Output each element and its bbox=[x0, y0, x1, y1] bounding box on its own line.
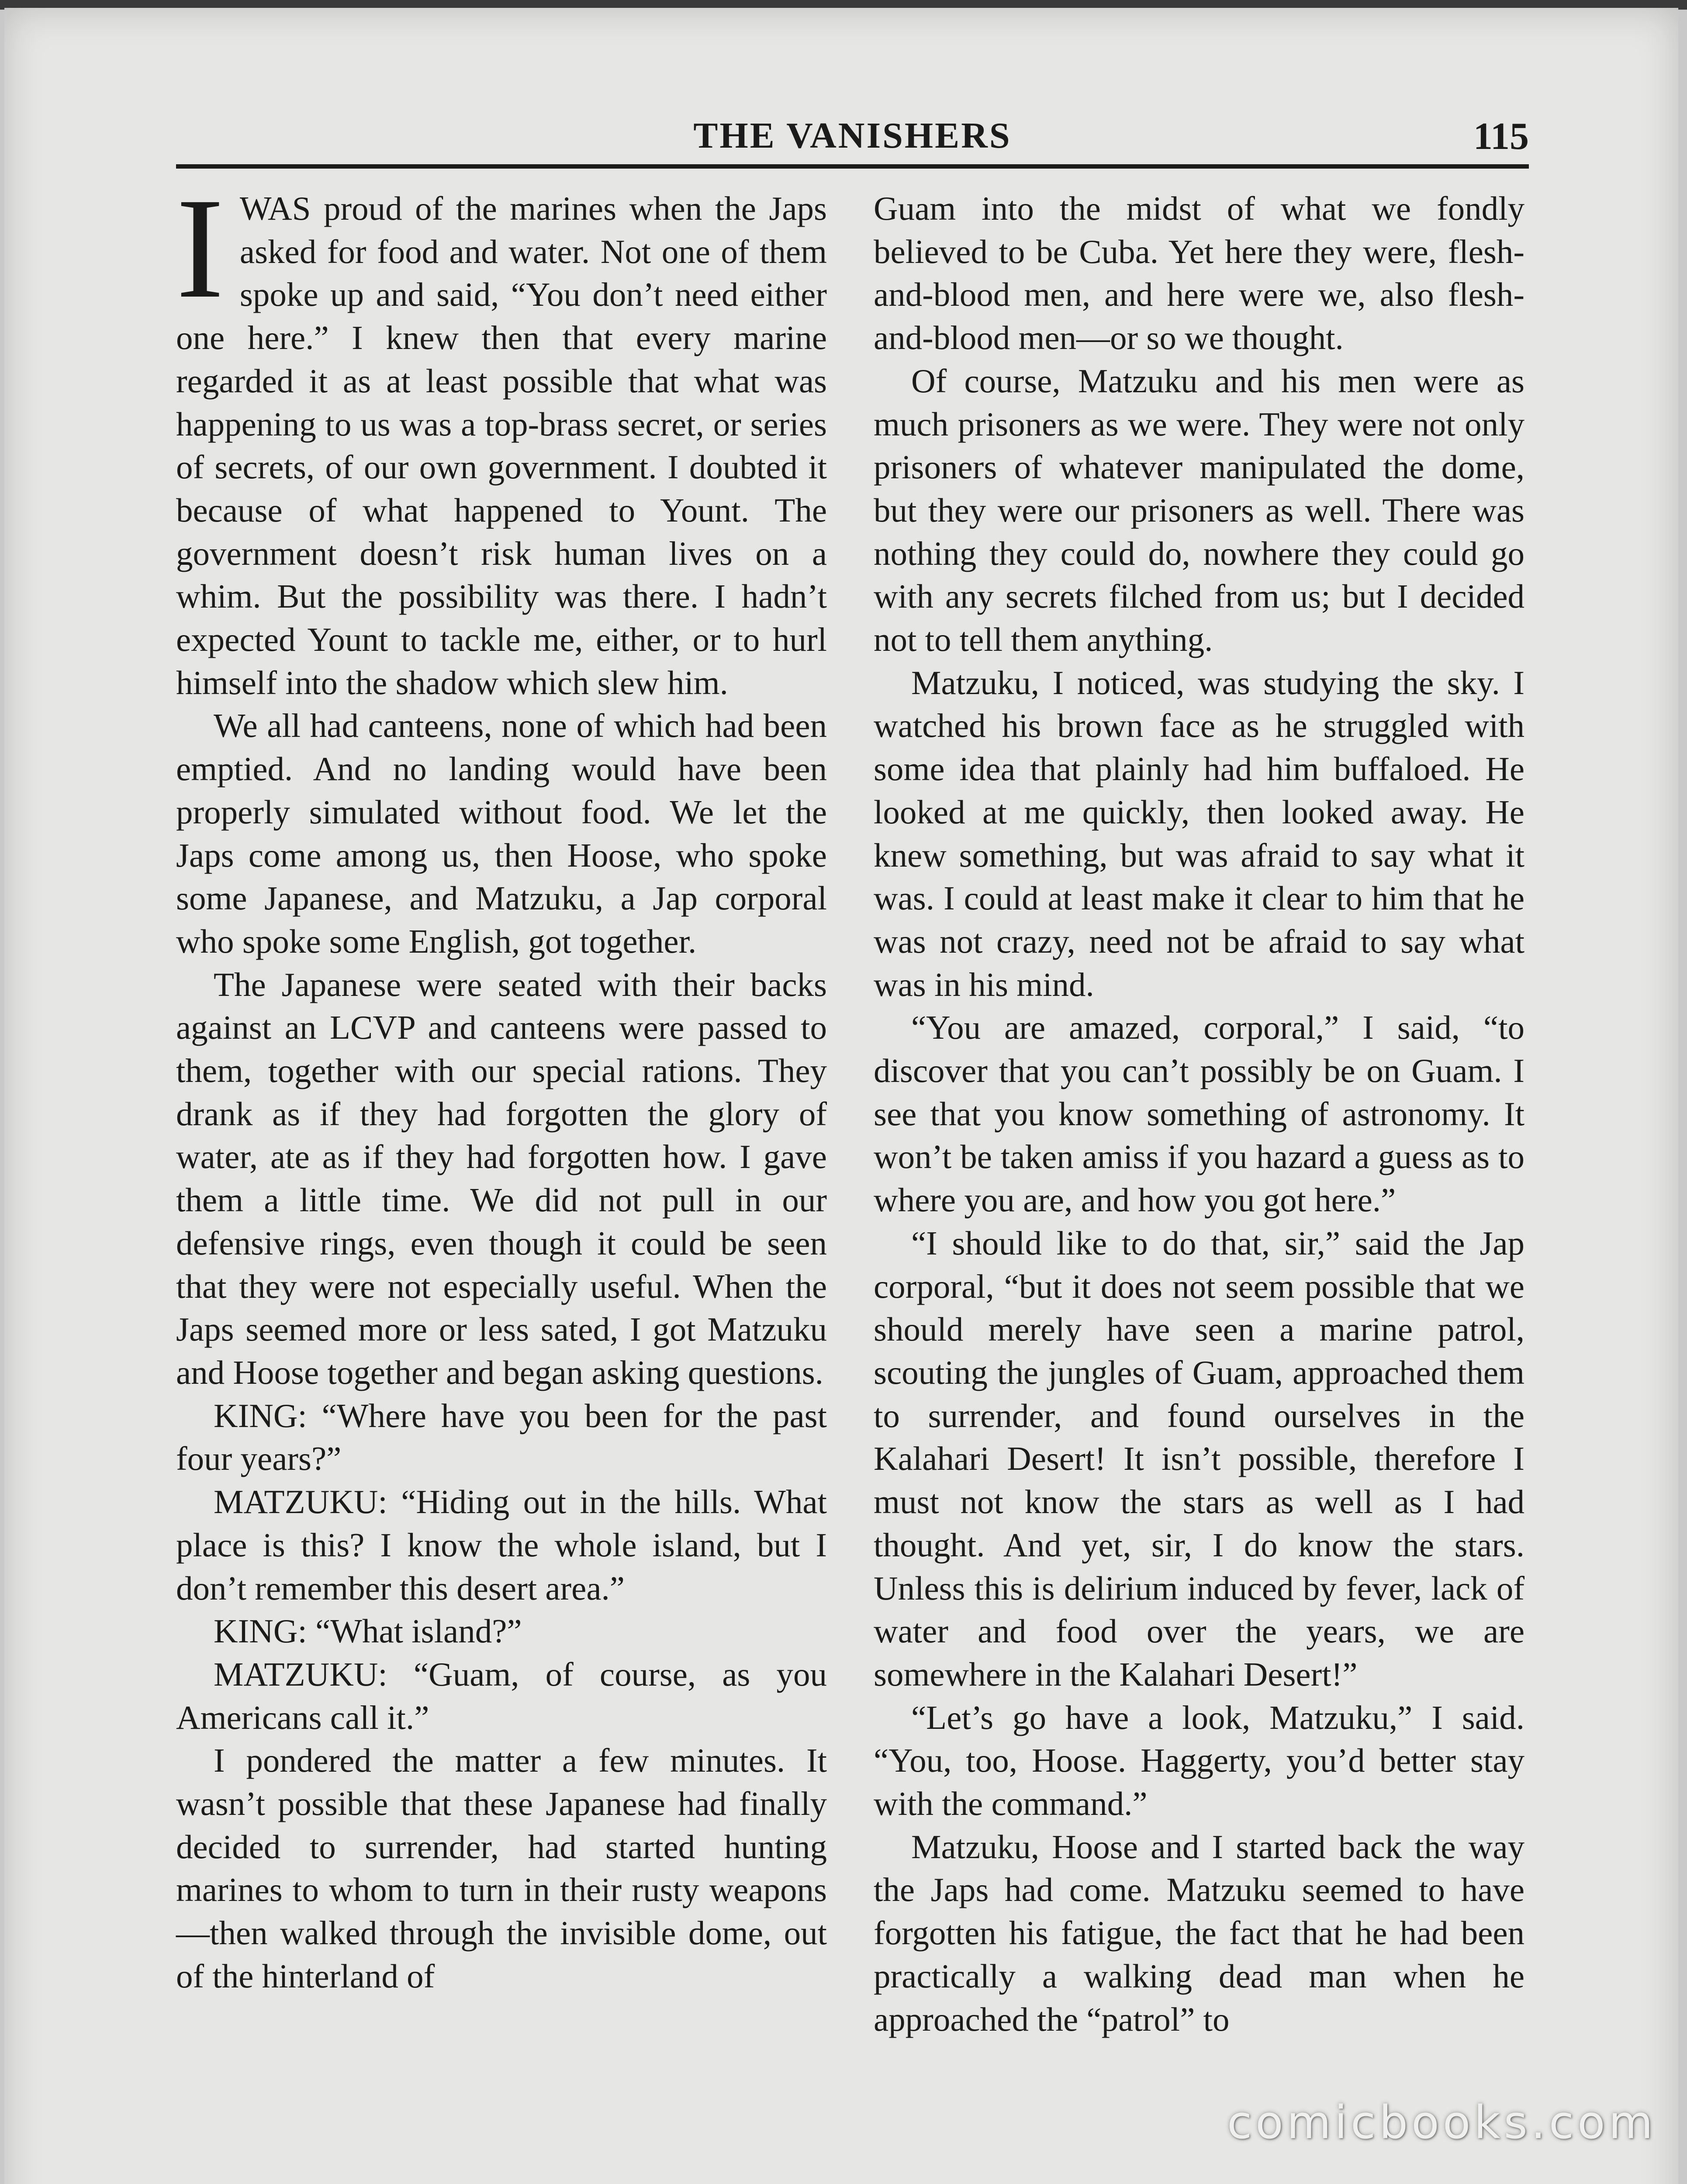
running-title: THE VANISHERS bbox=[693, 115, 1012, 156]
paragraph bbox=[176, 169, 827, 704]
paragraph: Of course, Matzuku and his men were as much prisoners as we were. They were not only prisoners of whatever manipulated the dome, but they were our prisoners as well. There was nothing they could do, nowhere they could go with any secrets filched from us; but I decided not to tell them anything. bbox=[874, 362, 1525, 659]
page-number: 115 bbox=[1473, 115, 1529, 158]
dialogue-line: MATZUKU: “Hiding out in the hills. What place is this? I know the whole island, but I don’t remember this desert area.” bbox=[176, 1483, 827, 1607]
page-header bbox=[176, 114, 1529, 158]
watermark: comicbooks.com bbox=[1227, 2096, 1656, 2149]
dialogue-line: KING: “What island?” bbox=[214, 1612, 522, 1650]
paragraph: Guam into the midst of what we fondly believed to be Cuba. Yet here they were, flesh-and-blood men, and here were we, also flesh-and-blood men—or so we thought. bbox=[874, 190, 1525, 357]
paragraph: I pondered the matter a few minutes. It wasn’t possible that these Japanese had finally decided to surrender, had started hunting marines to whom to turn in their rusty weapons—then walked through the invisible dome, out of the hinterland of bbox=[176, 1742, 827, 1995]
paragraph: “You are amazed, corporal,” I said, “to discover that you can’t possibly be on Guam. I see that you know something of astronomy. It won’t be taken amiss if you hazard a guess as to where you are, and how you got here.” bbox=[874, 1009, 1525, 1219]
paragraph-text: WAS proud of the marines when the Japs asked for food and water. Not one of them spoke up and said, “You don’t need either one here.” I knew then that every marine regarded it as at least possible that what was happening to us was a top-brass secret, or series of secrets, of our own government. I doubted it because of what happened to Yount. The government doesn’t risk human lives on a whim. But the possibility was there. I hadn’t expected Yount to tackle me, either, or to hurl himself into the shadow which slew him. bbox=[176, 190, 827, 702]
paragraph: The Japanese were seated with their backs against an LCVP and canteens were passed to them, together with our special rations. They drank as if they had forgotten the glory of water, ate as if they had forgotten how. I gave them a little time. We did not pull in our defensive rings, even though it could be seen that they were not especially useful. When the Japs seemed more or less sated, I got Matzuku and Hoose together and began asking questions. bbox=[176, 965, 827, 1391]
header-rule bbox=[176, 164, 1529, 169]
drop-cap: I bbox=[176, 169, 224, 328]
paragraph: Matzuku, Hoose and I started back the way the Japs had come. Matzuku seemed to have forgotten his fatigue, the fact that he had been practically a walking dead man when he approached the “patrol” to bbox=[874, 1828, 1525, 2038]
right-column bbox=[874, 187, 1525, 2041]
dialogue-line: KING: “Where have you been for the past four years?” bbox=[176, 1396, 827, 1478]
paragraph: “Let’s go have a look, Matzuku,” I said. “You, too, Hoose. Haggerty, you’d better stay with the command.” bbox=[874, 1698, 1525, 1823]
paragraph: Matzuku, I noticed, was studying the sky. I watched his brown face as he struggled with some idea that plainly had him buffaloed. He looked at me quickly, then looked away. He knew something, but was afraid to say what it was. I could at least make it clear to him that he was not crazy, need not be afraid to say what was in his mind. bbox=[874, 663, 1525, 1003]
paragraph: “I should like to do that, sir,” said the Jap corporal, “but it does not seem possible that we should merely have seen a marine patrol, scouting the jungles of Guam, approached them to surrender, and found ourselves in the Kalahari Desert! It isn’t possible, therefore I must not know the stars as well as I had thought. And yet, sir, I do know the stars. Unless this is delirium induced by fever, lack of water and food over the years, we are somewhere in the Kalahari Desert!” bbox=[874, 1224, 1525, 1693]
dialogue-line: MATZUKU: “Guam, of course, as you Americans call it.” bbox=[176, 1655, 827, 1736]
paragraph: We all had canteens, none of which had been emptied. And no landing would have been properly simulated without food. We let the Japs come among us, then Hoose, who spoke some Japanese, and Matzuku, a Jap corporal who spoke some English, got together. bbox=[176, 707, 827, 960]
left-column bbox=[176, 169, 827, 1998]
